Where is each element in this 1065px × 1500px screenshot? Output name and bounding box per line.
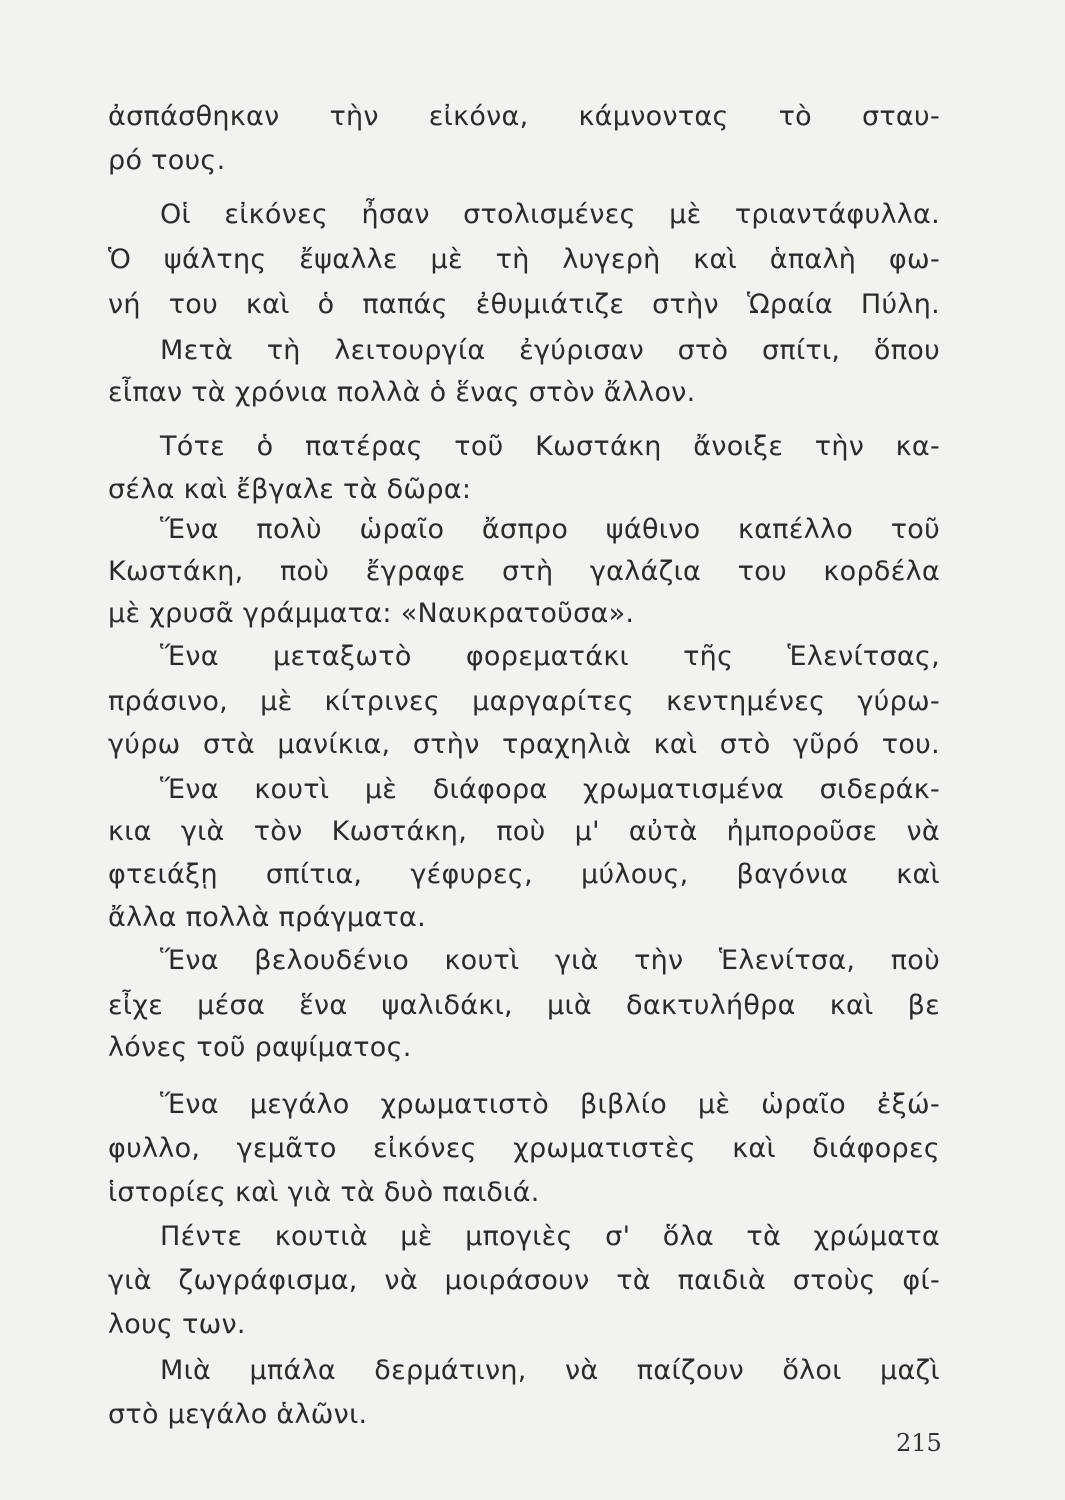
text-line: Ἕνα βελουδένιο κουτὶ γιὰ τὴν Ἑλενίτσα, ποὺ <box>160 945 940 976</box>
text-line: μὲ χρυσᾶ γράμματα: «Ναυκρατοῦσα». <box>108 598 635 629</box>
text-line: ἱστορίες καὶ γιὰ τὰ δυὸ παιδιά. <box>108 1177 540 1208</box>
text-line: ἄλλα πολλὰ πράγματα. <box>108 902 427 933</box>
text-line: λους των. <box>108 1309 246 1340</box>
text-line: πράσινο, μὲ κίτρινες μαργαρίτες κεντημένες γύρω- <box>108 686 940 717</box>
text-line: ἀσπάσθηκαν τὴν εἰκόνα, κάμνοντας τὸ σταυ- <box>108 101 940 132</box>
text-line: στὸ μεγάλο ἁλῶνι. <box>108 1399 368 1430</box>
text-line: Ἕνα κουτὶ μὲ διάφορα χρωματισμένα σιδεράκ- <box>160 774 940 805</box>
text-line: λόνες τοῦ ραψίματος. <box>108 1032 412 1063</box>
text-line: Ἕνα πολὺ ὡραῖο ἄσπρο ψάθινο καπέλλο τοῦ <box>160 514 940 545</box>
text-line: φτειάξῃ σπίτια, γέφυρες, μύλους, βαγόνια καὶ <box>108 859 940 890</box>
text-line: κια γιὰ τὸν Κωστάκη, ποὺ μ' αὐτὰ ἠμποροῦσε νὰ <box>108 816 940 847</box>
text-line: γύρω στὰ μανίκια, στὴν τραχηλιὰ καὶ στὸ γῦρό του. <box>108 729 940 760</box>
text-line: Μετὰ τὴ λειτουργία ἐγύρισαν στὸ σπίτι, ὅπου <box>160 335 940 366</box>
text-line: Πέντε κουτιὰ μὲ μπογιὲς σ' ὅλα τὰ χρώματα <box>160 1221 940 1252</box>
page-number: 215 <box>896 1429 942 1457</box>
text-line: γιὰ ζωγράφισμα, νὰ μοιράσουν τὰ παιδιὰ στοὺς φί- <box>108 1265 940 1296</box>
text-line: Ἕνα μεταξωτὸ φορεματάκι τῆς Ἑλενίτσας, <box>160 641 940 672</box>
text-line: εἶπαν τὰ χρόνια πολλὰ ὁ ἕνας στὸν ἄλλον. <box>108 377 696 408</box>
text-line: εἶχε μέσα ἕνα ψαλιδάκι, μιὰ δακτυλήθρα καὶ βε <box>108 990 940 1021</box>
text-line: νή του καὶ ὁ παπάς ἐθυμιάτιζε στὴν Ὡραία Πύλη. <box>108 289 940 320</box>
text-line: σέλα καὶ ἔβγαλε τὰ δῶρα: <box>108 474 472 505</box>
text-line: Οἱ εἰκόνες ἦσαν στολισμένες μὲ τριαντάφυλλα. <box>160 199 940 230</box>
text-line: Τότε ὁ πατέρας τοῦ Κωστάκη ἄνοιξε τὴν κα- <box>160 431 940 462</box>
text-line: ρό τους. <box>108 145 226 176</box>
text-line: Ὁ ψάλτης ἔψαλλε μὲ τὴ λυγερὴ καὶ ἁπαλὴ φω- <box>108 244 940 275</box>
text-line: φυλλο, γεμᾶτο εἰκόνες χρωματιστὲς καὶ διάφορες <box>108 1133 940 1164</box>
text-line: Ἕνα μεγάλο χρωματιστὸ βιβλίο μὲ ὡραῖο ἐξώ- <box>160 1089 940 1120</box>
text-line: Κωστάκη, ποὺ ἔγραφε στὴ γαλάζια του κορδέλα <box>108 556 940 587</box>
text-line: Μιὰ μπάλα δερμάτινη, νὰ παίζουν ὅλοι μαζὶ <box>160 1355 940 1386</box>
